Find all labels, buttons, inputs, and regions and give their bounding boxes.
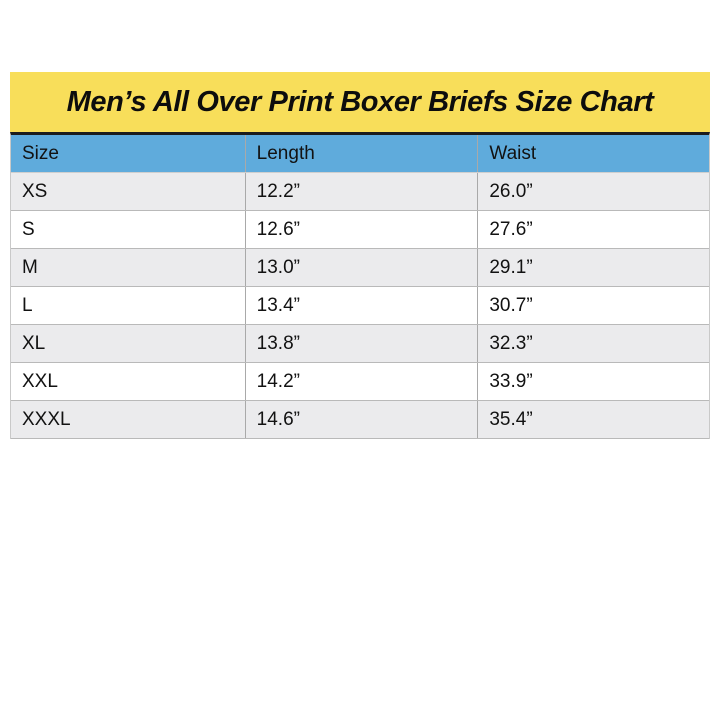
cell-length: 13.0”	[245, 249, 478, 286]
cell-waist: 32.3”	[477, 325, 709, 362]
table-row	[11, 325, 709, 363]
cell-length: 12.6”	[245, 211, 478, 248]
size-table	[10, 132, 710, 439]
table-row	[11, 211, 709, 249]
cell-waist: 33.9”	[477, 363, 709, 400]
column-header-size: Size	[22, 142, 59, 164]
cell-length: 12.2”	[245, 173, 478, 210]
cell-size: M	[22, 256, 38, 278]
column-header-length: Length	[245, 135, 478, 172]
column-header-waist: Waist	[477, 135, 709, 172]
table-row	[11, 173, 709, 211]
title-banner	[10, 72, 710, 132]
cell-length: 13.4”	[245, 287, 478, 324]
table-row	[11, 363, 709, 401]
cell-waist: 27.6”	[477, 211, 709, 248]
cell-size: XL	[22, 332, 46, 354]
cell-size: L	[22, 294, 33, 316]
cell-size: XS	[22, 180, 48, 202]
cell-size: XXL	[22, 370, 58, 392]
cell-waist: 35.4”	[477, 401, 709, 438]
table-body	[11, 173, 709, 439]
page-title: Men’s All Over Print Boxer Briefs Size Chart	[66, 85, 654, 118]
cell-size: S	[22, 218, 35, 240]
table-header-row	[11, 135, 709, 173]
cell-length: 13.8”	[245, 325, 478, 362]
table-row	[11, 401, 709, 439]
cell-waist: 29.1”	[477, 249, 709, 286]
cell-waist: 30.7”	[477, 287, 709, 324]
table-row	[11, 249, 709, 287]
cell-size: XXXL	[22, 408, 71, 430]
cell-length: 14.6”	[245, 401, 478, 438]
cell-waist: 26.0”	[477, 173, 709, 210]
cell-length: 14.2”	[245, 363, 478, 400]
table-row	[11, 287, 709, 325]
